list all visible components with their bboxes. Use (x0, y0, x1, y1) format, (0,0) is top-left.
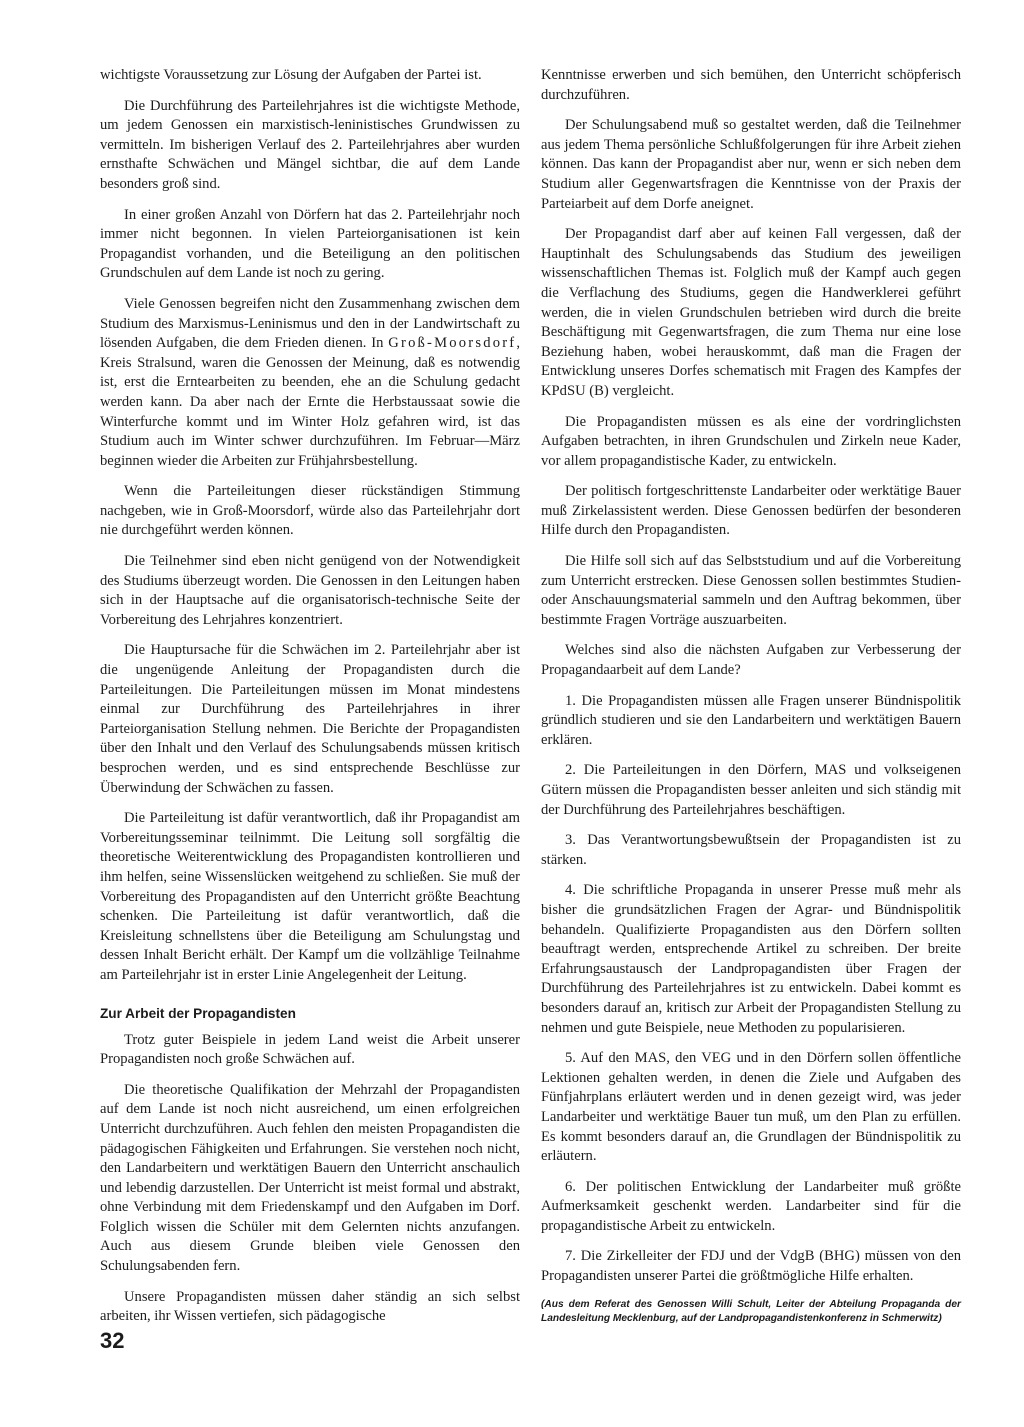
list-item: 7. Die Zirkelleiter der FDJ und der VdgB (BHG) müssen von den Propagandisten unserer Partei die größtmögliche Hilfe erhalten. (541, 1248, 961, 1285)
source-note: (Aus dem Referat des Genossen Willi Schult, Leiter der Abteilung Propaganda der Landesleitung Mecklenburg, auf der Landpropagandistenkonferenz in Schmerwitz) (541, 1298, 961, 1324)
paragraph (100, 295, 520, 471)
paragraph: Die Teilnehmer sind eben nicht genügend von der Notwendigkeit des Studiums überzeugt worden. Die Genossen in den Leitungen haben sich in der Hauptsache auf die organisatorisch-technische Seite der Vorbereitung des Lehrjahres konzentriert. (100, 553, 520, 628)
place-name: Groß-Moorsdorf (388, 335, 517, 352)
paragraph: Trotz guter Beispiele in jedem Land weist die Arbeit unserer Propagandisten noch große Schwächen auf. (100, 1031, 520, 1068)
paragraph: Wenn die Parteileitungen dieser rückständigen Stimmung nachgeben, wie in Groß-Moorsdorf, würde also das Parteilehrjahr dort nie durchgeführt werden können. (100, 483, 520, 539)
right-column (541, 66, 961, 1326)
paragraph: Die Hauptursache für die Schwächen im 2. Parteilehrjahr aber ist die ungenügende Anleitung der Propagandisten durch die Parteileitungen. Die Parteileitungen müssen im Monat mindestens einmal zur Durchführung des Parteilehrjahres in ihrer Parteiorganisation Stellung nehmen. Die Berichte der Propagandisten über den Inhalt und den Verlauf des Schulungsabends müssen kritisch besprochen werden, und es sind entsprechende Beschlüsse zur Überwindung der Schwächen zu fassen. (100, 642, 520, 796)
paragraph: Die Hilfe soll sich auf das Selbststudium und auf die Vorbereitung zum Unterricht erstrecken. Diese Genossen sollen bestimmtes Studien- oder Anschauungsmaterial sammeln und den Auftrag bekommen, über bestimmte Fragen Vorträge auszuarbeiten. (541, 553, 961, 628)
paragraph: In einer großen Anzahl von Dörfern hat das 2. Parteilehrjahr noch immer nicht begonnen. In vielen Parteiorganisationen ist kein Propagandist vorhanden, und die Beteiligung an den politischen Grundschulen auf dem Lande ist noch zu gering. (100, 206, 520, 282)
paragraph: wichtigste Voraussetzung zur Lösung der Aufgaben der Partei ist. (100, 67, 482, 83)
list-item: 5. Auf den MAS, den VEG und in den Dörfern sollen öffentliche Lektionen gehalten werden, in denen die Ziele und Aufgaben des Fünfjahrplans erläutert werden und in denen gezeigt wird, was jeder Landarbeiter und werktätige Bauer tun muß, um den Plan zu erfüllen. Es kommt besonders darauf an, die Grundlagen der Bündnispolitik zu erläutern. (541, 1050, 961, 1165)
paragraph: Die Propagandisten müssen es als eine der vordringlichsten Aufgaben betrachten, in ihren Grundschulen und Zirkeln neue Kader, vor allem propagandistische Kader, zu entwickeln. (541, 413, 961, 469)
list-item: 4. Die schriftliche Propaganda in unserer Presse muß mehr als bisher die grundsätzlichen Fragen der Agrar- und Bündnispolitik behandeln. Qualifizierte Propagandisten aus den Dörfern sollten beauftragt werden, entsprechende Artikel zu schreiben. Der breite Erfahrungsaustausch der Landpropagandisten über Fragen der Durchführung des Parteilehrjahres ist zu entwickeln. Dabei kommt es besonders darauf an, kritisch zur Arbeit der Propagandisten Stellung zu nehmen und gute Beispiele, neue Methoden zu popularisieren. (541, 882, 961, 1036)
section-heading: Zur Arbeit der Propagandisten (100, 1005, 296, 1021)
paragraph: Die Parteileitung ist dafür verantwortlich, daß ihr Propagandist am Vorbereitungsseminar teilnimmt. Die Leitung soll sorgfältig die theoretische Weiterentwicklung des Propagandisten kontrollieren und ihm helfen, seine Wissenslücken weitgehend zu schließen. Sie muß der Vorbereitung des Propagandisten auf den Unterricht größte Beachtung schenken. Die Parteileitung ist dafür verantwortlich, daß die Kreisleitung schnellstens über die Beteiligung am Schulungstag und dessen Inhalt Bericht erhält. Der Kampf um die vollzählige Teilnahme am Parteilehrjahr ist in erster Linie Angelegenheit der Leitung. (100, 810, 520, 983)
paragraph: Unsere Propagandisten müssen daher ständig an sich selbst arbeiten, ihr Wissen vertiefen, sich pädagogische (100, 1288, 520, 1325)
page-number: 32 (100, 1328, 125, 1353)
list-item: 1. Die Propagandisten müssen alle Fragen unserer Bündnispolitik gründlich studieren und sie den Landarbeitern und werktätigen Bauern erklären. (541, 692, 961, 748)
paragraph: Kenntnisse erwerben und sich bemühen, den Unterricht schöpferisch durchzuführen. (541, 67, 961, 103)
paragraph: Der politisch fortgeschrittenste Landarbeiter oder werktätige Bauer muß Zirkelassistent werden. Diese Genossen bedürfen der besonderen Hilfe durch den Propagandisten. (541, 483, 961, 539)
text-run: , Kreis Stralsund, waren die Genossen der Meinung, daß es notwendig ist, erst die Erntearbeiten zu beenden, ehe an die Schulung gedacht werden kann. Da aber nach der Ernte die Herbstaussaat sowie die Winterfurche kommt und im Winter Holz gefahren wird, ist das Studium auch im Winter schwer durchzuführen. Im Februar—März beginnen wieder die Arbeiten zur Frühjahrsbestellung. (100, 335, 520, 469)
paragraph: Die theoretische Qualifikation der Mehrzahl der Propagandisten auf dem Lande ist noch nicht ausreichend, um einen erfolgreichen Unterricht durchzuführen. Auch fehlen den meisten Propagandisten die pädagogischen Fähigkeiten und Erfahrungen. Sie verstehen noch nicht, den Landarbeitern und werktätigen Bauern den Unterricht anschaulich und lebendig darzustellen. Der Unterricht ist meist formal und abstrakt, ohne Verbindung mit dem Friedenskampf und den Aufgaben im Dorf. Folglich wissen die Schüler mit dem Gelernten nichts anzufangen. Auch aus diesem Grunde bleiben viele Genossen den Schulungsabenden fern. (100, 1081, 520, 1275)
text-run: Viele Genossen begreifen nicht den Zusammenhang zwischen dem Studium des Marxismus-Leninismus und den in der Landwirtschaft zu lösenden Aufgaben, die dem Frieden dienen. In (100, 295, 520, 352)
list-item: 6. Der politischen Entwicklung der Landarbeiter muß größte Aufmerksamkeit geschenkt werden. Landarbeiter sind für die propagandistische Arbeit zu entwickeln. (541, 1178, 961, 1234)
list-item: 3. Das Verantwortungsbewußtsein der Propagandisten ist zu stärken. (541, 832, 961, 868)
left-column (100, 66, 520, 1338)
paragraph: Welches sind also die nächsten Aufgaben zur Verbesserung der Propagandaarbeit auf dem Lande? (541, 642, 961, 679)
paragraph: Die Durchführung des Parteilehrjahres ist die wichtigste Methode, um jedem Genossen ein marxistisch-leninistisches Grundwissen zu vermitteln. Im bisherigen Verlauf des 2. Parteilehrjahres aber wurden ernsthafte Schwächen und Mängel sichtbar, die auf dem Lande besonders groß sind. (100, 97, 520, 192)
list-item: 2. Die Parteileitungen in den Dörfern, MAS und volkseigenen Gütern müssen die Propagandisten besser anleiten und sich ständig mit der Durchführung des Parteilehrjahres beschäftigen. (541, 762, 961, 818)
paragraph: Der Propagandist darf aber auf keinen Fall vergessen, daß der Hauptinhalt des Schulungsabends das Studium des jeweiligen wissenschaftlichen Themas ist. Folglich muß der Kampf auch gegen die Verflachung des Studiums, gegen die Handwerklerei geführt werden, die in vielen Grundschulen betrieben wird durch die breite Beschäftigung mit Gegenwartsfragen, die zum Thema nur eine lose Beziehung haben, wobei herauskommt, daß man die Fragen der Entwicklung unseres Dorfes schematisch mit Fragen des Kampfes der KPdSU (B) vergleicht. (541, 226, 961, 399)
paragraph: Der Schulungsabend muß so gestaltet werden, daß die Teilnehmer aus jedem Thema persönliche Schlußfolgerungen für ihre Arbeit ziehen können. Das kann der Propagandist aber nur, wenn er sich neben dem Studium aller Gegenwartsfragen die Kenntnisse von der Praxis der Parteiarbeit auf dem Dorfe aneignet. (541, 117, 961, 212)
